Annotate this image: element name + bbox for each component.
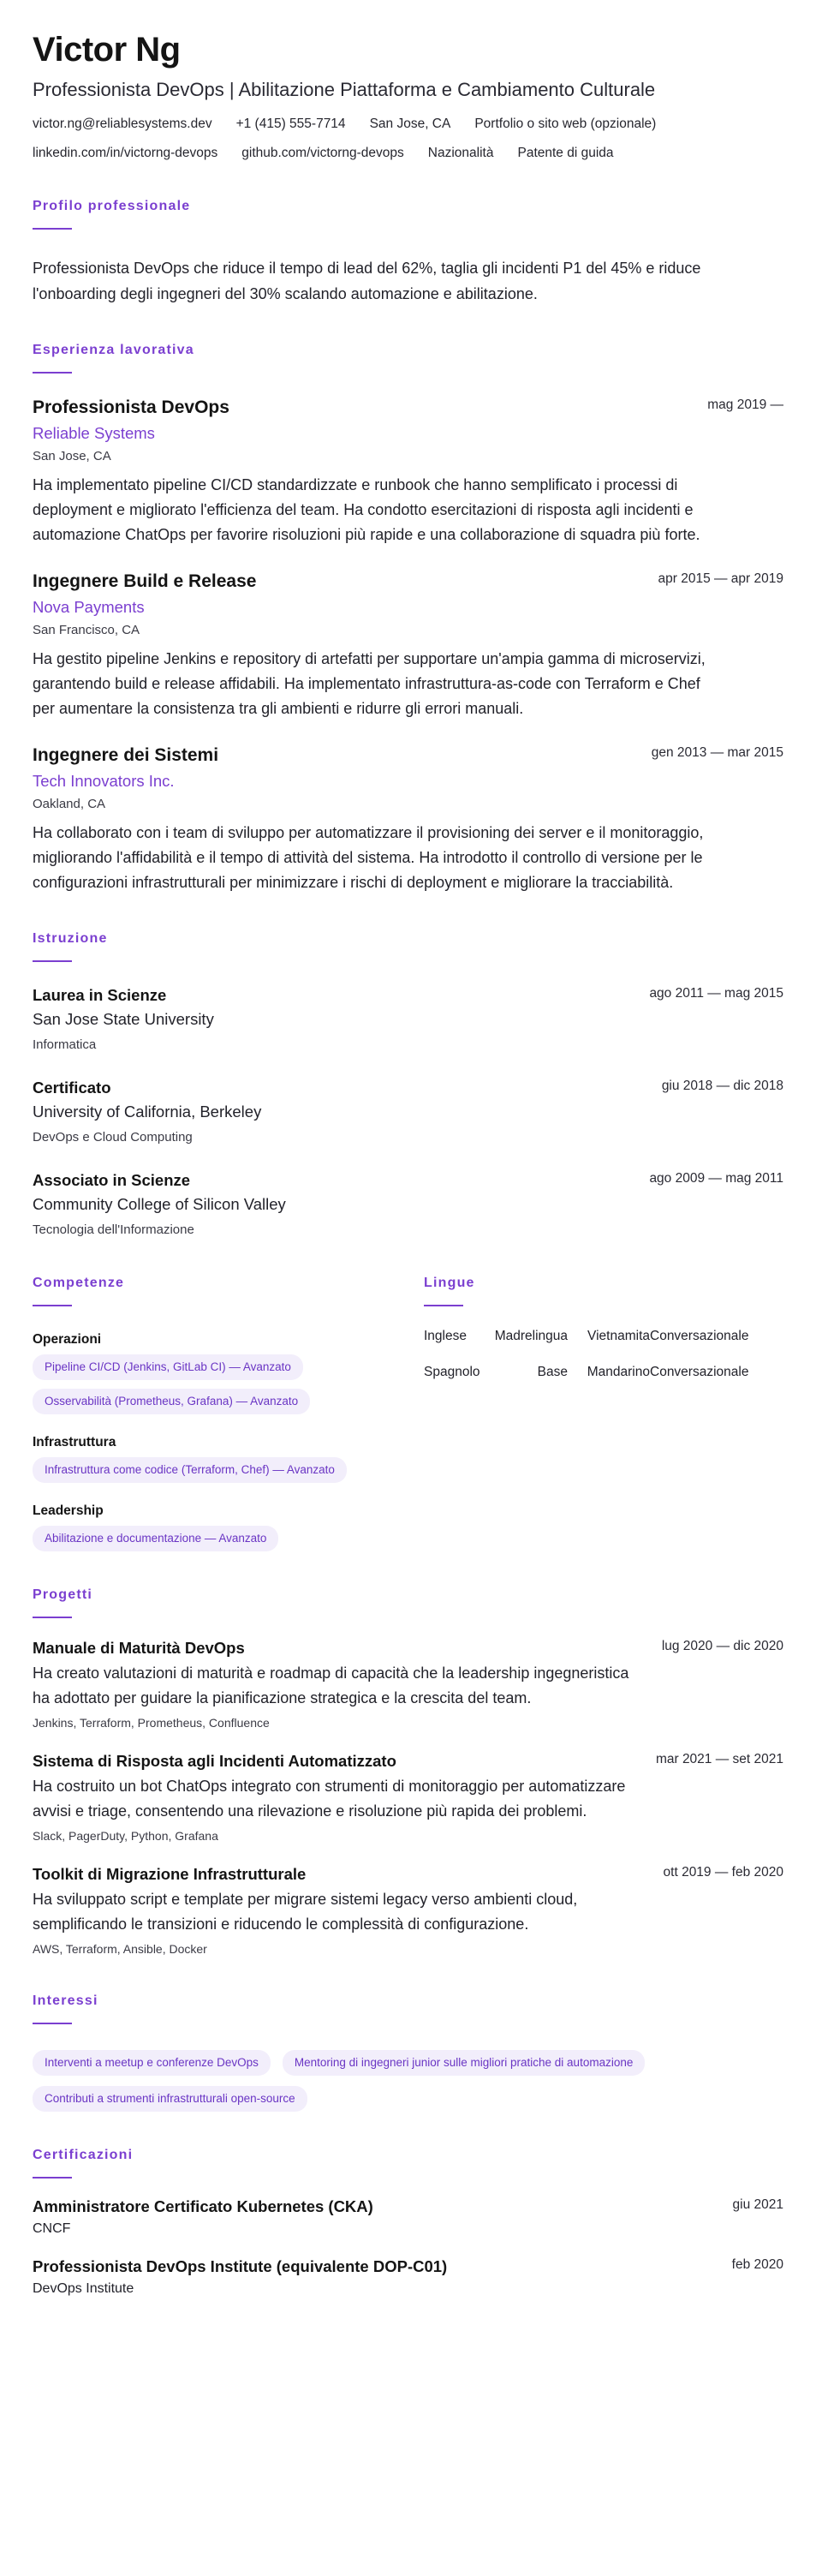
interest-chip: Mentoring di ingegneri junior sulle migliori pratiche di automazione <box>283 2050 645 2076</box>
project-tech: AWS, Terraform, Ansible, Docker <box>33 1942 207 1956</box>
interest-chips <box>33 2050 769 2112</box>
skill-chips <box>33 1457 409 1483</box>
job-dates: mag 2019 — <box>707 397 783 412</box>
section-title-languages: Lingue <box>424 1276 475 1290</box>
section-title-experience: Esperienza lavorativa <box>33 343 194 357</box>
section-title-certifications: Certificazioni <box>33 2148 134 2162</box>
job-dates: gen 2013 — mar 2015 <box>651 745 783 760</box>
skills-section <box>33 1274 424 1551</box>
school-name: Community College of Silicon Valley <box>33 1195 286 1213</box>
headline: Professionista DevOps | Abilitazione Piattaforma e Cambiamento Culturale <box>33 79 656 100</box>
language-level: Conversazionale <box>650 1365 749 1379</box>
project-name: Sistema di Risposta agli Incidenti Automatizzato <box>33 1752 396 1770</box>
project-description: Ha creato valutazioni di maturità e roadmap di capacità che la leadership ingegneristica ha adottato per guidare la pianificazione strategica e la crescita del team. <box>33 1665 629 1706</box>
certification-date: giu 2021 <box>732 2197 783 2212</box>
section-divider <box>33 1305 72 1306</box>
job-title: Professionista DevOps <box>33 397 229 417</box>
job-title: Ingegnere dei Sistemi <box>33 745 219 765</box>
experience-entry <box>33 744 783 895</box>
contact-list <box>33 115 783 163</box>
language-row <box>424 1327 783 1346</box>
degree: Certificato <box>33 1079 111 1097</box>
skill-chip: Pipeline CI/CD (Jenkins, GitLab CI) — Avanzato <box>33 1354 303 1380</box>
skill-chips <box>33 1354 409 1414</box>
skill-chip: Infrastruttura come codice (Terraform, Chef) — Avanzato <box>33 1457 347 1483</box>
project-description: Ha costruito un bot ChatOps integrato con strumenti di monitoraggio per automatizzare avvisi e triage, consentendo una rilevazione e risoluzione più rapida dei problemi. <box>33 1778 626 1820</box>
section-divider <box>33 960 72 962</box>
candidate-name: Victor Ng <box>33 31 181 69</box>
experience-section <box>33 341 783 895</box>
job-description: Ha implementato pipeline CI/CD standardizzate e runbook che hanno semplificato i processi di deployment e migliorato l'efficienza del team. Ha condotto esercitazioni di risposta agli incidenti e automazione ChatOps per favorire risoluzioni più rapide e una collaborazione di squadra più forte. <box>33 476 700 543</box>
interests-section <box>33 1992 783 2112</box>
section-divider <box>33 1617 72 1618</box>
skill-category: Leadership <box>33 1503 104 1518</box>
skill-category: Infrastruttura <box>33 1435 116 1449</box>
field-of-study: Tecnologia dell'Informazione <box>33 1222 194 1237</box>
contact-location: San Jose, CA <box>369 117 451 131</box>
section-title-skills: Competenze <box>33 1276 125 1290</box>
job-location: San Jose, CA <box>33 449 111 463</box>
section-title-profile: Profilo professionale <box>33 199 191 213</box>
certification-entry <box>33 2256 783 2298</box>
certification-issuer: DevOps Institute <box>33 2281 134 2296</box>
certifications-section <box>33 2146 783 2298</box>
resume-header <box>33 29 783 163</box>
contact-github[interactable]: github.com/victorng-devops <box>241 146 404 160</box>
education-entry <box>33 1169 783 1240</box>
project-dates: ott 2019 — feb 2020 <box>663 1865 783 1880</box>
section-divider <box>424 1305 463 1306</box>
project-entry <box>33 1750 783 1844</box>
skills-languages-row <box>33 1274 783 1551</box>
section-divider <box>33 2023 72 2024</box>
certification-date: feb 2020 <box>731 2257 783 2272</box>
interest-chip: Interventi a meetup e conferenze DevOps <box>33 2050 271 2076</box>
project-dates: mar 2021 — set 2021 <box>655 1752 783 1766</box>
company-name: Tech Innovators Inc. <box>33 772 175 790</box>
language-level: Conversazionale <box>650 1329 749 1343</box>
languages-table <box>424 1327 783 1382</box>
school-name: University of California, Berkeley <box>33 1103 262 1121</box>
projects-section <box>33 1586 783 1957</box>
education-entry <box>33 984 783 1055</box>
contact-nationality: Nazionalità <box>427 146 494 160</box>
language-name: Spagnolo <box>424 1365 480 1379</box>
interest-chip: Contributi a strumenti infrastrutturali open-source <box>33 2086 307 2112</box>
language-level: Madrelingua <box>494 1329 568 1343</box>
certification-entry <box>33 2196 783 2238</box>
education-section <box>33 929 783 1240</box>
field-of-study: DevOps e Cloud Computing <box>33 1130 193 1145</box>
skill-chips <box>33 1526 409 1551</box>
section-divider <box>33 2177 72 2179</box>
skill-group <box>33 1433 424 1483</box>
section-divider <box>33 228 72 230</box>
education-entry <box>33 1077 783 1147</box>
language-name: Mandarino <box>587 1365 650 1379</box>
language-name: Vietnamita <box>587 1329 650 1343</box>
skill-chip: Abilitazione e documentazione — Avanzato <box>33 1526 278 1551</box>
project-name: Manuale di Maturità DevOps <box>33 1639 245 1657</box>
field-of-study: Informatica <box>33 1037 97 1052</box>
education-dates: ago 2011 — mag 2015 <box>649 986 783 1001</box>
profile-section <box>33 197 783 307</box>
contact-license: Patente di guida <box>517 146 614 160</box>
project-description: Ha sviluppato script e template per migrare sistemi legacy verso ambienti cloud, semplificando le transizioni e riducendo le complessità di configurazione. <box>33 1891 578 1933</box>
education-dates: ago 2009 — mag 2011 <box>649 1171 783 1186</box>
job-dates: apr 2015 — apr 2019 <box>658 571 783 586</box>
job-location: San Francisco, CA <box>33 623 140 637</box>
contact-phone[interactable]: +1 (415) 555-7714 <box>235 117 346 131</box>
skill-chip: Osservabilità (Prometheus, Grafana) — Avanzato <box>33 1389 310 1414</box>
project-entry <box>33 1863 783 1957</box>
skill-group <box>33 1330 424 1414</box>
job-description: Ha collaborato con i team di sviluppo per automatizzare il provisioning dei server e il monitoraggio, migliorando l'affidabilità e il tempo di attività del sistema. Ha introdotto il controllo di versione per le configurazioni infrastrutturali per minimizzare i rischi di deployment e migliorare la tracciabilità. <box>33 824 704 891</box>
section-title-education: Istruzione <box>33 931 108 946</box>
project-entry <box>33 1637 783 1731</box>
project-tech: Slack, PagerDuty, Python, Grafana <box>33 1829 218 1843</box>
degree: Laurea in Scienze <box>33 986 167 1004</box>
section-title-interests: Interessi <box>33 1993 98 2008</box>
languages-section <box>424 1274 783 1551</box>
degree: Associato in Scienze <box>33 1171 191 1189</box>
certification-issuer: CNCF <box>33 2221 71 2236</box>
certification-name: Professionista DevOps Institute (equivalente DOP-C01) <box>33 2257 448 2275</box>
project-tech: Jenkins, Terraform, Prometheus, Confluence <box>33 1716 270 1730</box>
certification-name: Amministratore Certificato Kubernetes (CKA) <box>33 2197 373 2215</box>
job-title: Ingegnere Build e Release <box>33 571 257 591</box>
profile-summary: Professionista DevOps che riduce il tempo di lead del 62%, taglia gli incidenti P1 del 45% e riduce l'onboarding degli ingegneri del 30% scalando automazione e abilitazione. <box>33 260 701 302</box>
experience-entry <box>33 570 783 721</box>
skill-group <box>33 1502 424 1551</box>
language-level: Base <box>537 1365 568 1379</box>
company-name: Nova Payments <box>33 598 145 616</box>
project-dates: lug 2020 — dic 2020 <box>661 1639 783 1653</box>
school-name: San Jose State University <box>33 1010 214 1028</box>
education-dates: giu 2018 — dic 2018 <box>661 1079 783 1093</box>
job-location: Oakland, CA <box>33 797 106 811</box>
language-name: Inglese <box>424 1329 467 1343</box>
experience-entry <box>33 396 783 547</box>
contact-portfolio[interactable]: Portfolio o sito web (opzionale) <box>474 117 657 131</box>
project-name: Toolkit di Migrazione Infrastrutturale <box>33 1865 307 1883</box>
skill-category: Operazioni <box>33 1332 102 1347</box>
language-row <box>424 1363 783 1382</box>
contact-linkedin[interactable]: linkedin.com/in/victorng-devops <box>33 146 218 160</box>
company-name: Reliable Systems <box>33 424 155 442</box>
contact-email[interactable]: victor.ng@reliablesystems.dev <box>33 117 212 131</box>
section-title-projects: Progetti <box>33 1587 93 1602</box>
section-divider <box>33 372 72 374</box>
job-description: Ha gestito pipeline Jenkins e repository di artefatti per supportare un'ampia gamma di microservizi, garantendo build e release affidabili. Ha implementato infrastruttura-as-code con Terraform e Chef per aumentare la consistenza tra gli ambienti e ridurre gli errori manuali. <box>33 650 706 717</box>
